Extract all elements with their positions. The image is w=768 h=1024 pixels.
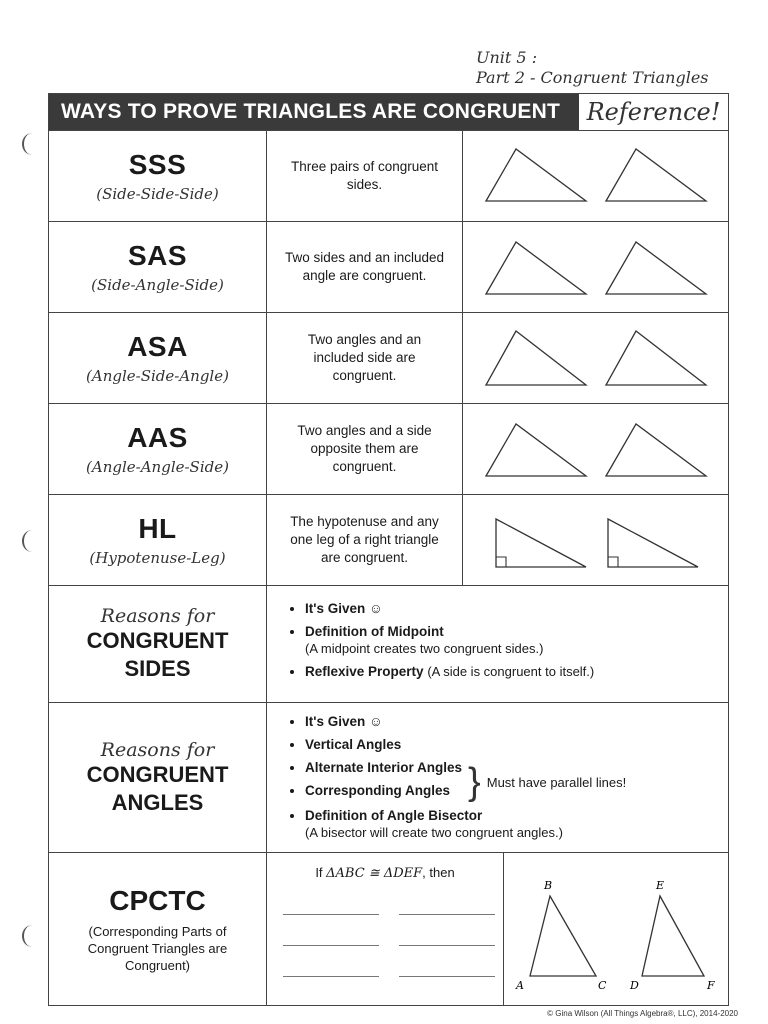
right-triangle-pair-diagram <box>463 495 728 585</box>
reference-table <box>48 131 729 1006</box>
list-item <box>305 623 706 657</box>
cpctc-triangles-svg <box>506 859 726 999</box>
method-abbr: SAS <box>127 240 188 271</box>
method-name-cell <box>49 404 267 494</box>
reasons-heading-line: ANGLES <box>111 789 204 815</box>
reasons-sides-row <box>49 586 728 703</box>
asa-triangles-svg <box>476 323 716 393</box>
method-full: (Hypotenuse-Leg) <box>89 549 226 567</box>
method-description: Two angles and an included side are congruent. <box>267 313 463 403</box>
answer-line[interactable] <box>399 913 495 915</box>
right-angle-marker <box>608 557 618 567</box>
method-row-asa <box>49 313 728 404</box>
reason-label: Corresponding Angles <box>305 783 451 798</box>
triangle-abc <box>530 896 596 976</box>
vertex-label-c: C <box>598 979 607 992</box>
sss-triangles-svg <box>476 141 716 211</box>
answer-blanks <box>283 913 495 1006</box>
reasons-sides-list <box>267 586 728 702</box>
method-abbr: ASA <box>127 331 188 362</box>
reason-detail: (A midpoint creates two congruent sides.) <box>305 641 544 656</box>
cpctc-abbr: CPCTC <box>109 884 206 916</box>
cpctc-diagram <box>504 853 728 1005</box>
aas-triangles-svg <box>476 414 716 484</box>
binder-hole <box>22 530 42 552</box>
reason-label: Definition of Angle Bisector <box>305 808 483 823</box>
cpctc-worksheet <box>267 853 504 1005</box>
statement-suffix: , then <box>422 865 455 880</box>
reason-detail: (A side is congruent to itself.) <box>427 664 595 679</box>
brace-icon: } <box>468 761 481 803</box>
answer-line[interactable] <box>399 944 495 946</box>
reason-label: Alternate Interior Angles <box>305 760 463 775</box>
right-triangle-shape <box>608 519 698 567</box>
method-row-hl <box>49 495 728 586</box>
answer-line[interactable] <box>283 944 379 946</box>
method-row-aas <box>49 404 728 495</box>
method-description: Two angles and a side opposite them are congruent. <box>267 404 463 494</box>
answer-line[interactable] <box>283 913 379 915</box>
answer-line-pair <box>283 913 495 915</box>
hl-triangles-svg <box>476 505 716 575</box>
triangle-pair-diagram <box>463 131 728 221</box>
method-description: The hypotenuse and any one leg of a right triangle are congruent. <box>267 495 463 585</box>
answer-line[interactable] <box>283 975 379 977</box>
vertex-label-f: F <box>707 979 715 992</box>
reasons-script-label: Reasons for <box>100 738 215 761</box>
method-full: (Angle-Angle-Side) <box>86 458 229 476</box>
parallel-note: Must have parallel lines! <box>486 774 627 790</box>
reasons-heading-line: SIDES <box>124 656 191 681</box>
triangle-pair-diagram <box>463 222 728 312</box>
method-abbr: AAS <box>127 422 188 453</box>
reason-detail: (A bisector will create two congruent angles.) <box>305 825 563 840</box>
reasons-angles-list <box>267 703 728 852</box>
vertex-label-e: E <box>656 879 665 892</box>
reference-label: Reference! <box>586 98 721 126</box>
cpctc-full: (Corresponding Parts of Congruent Triangles are Congruent) <box>87 923 228 973</box>
method-abbr: SSS <box>128 149 187 180</box>
reason-label: Vertical Angles <box>305 737 402 752</box>
reasons-angles-heading <box>49 703 267 852</box>
reasons-heading-line: CONGRUENT <box>86 628 229 653</box>
method-full: (Side-Angle-Side) <box>91 276 224 294</box>
triangle-shape <box>486 149 586 201</box>
method-row-sas <box>49 222 728 313</box>
cpctc-row <box>49 853 728 1005</box>
list-item <box>305 782 462 799</box>
reason-label: It's Given ☺ <box>305 714 383 729</box>
list-item <box>305 600 706 617</box>
method-abbr: HL <box>138 513 177 544</box>
title-banner <box>48 93 729 131</box>
statement-math: ΔABC ≅ ΔDEF <box>326 866 423 881</box>
binder-hole <box>22 925 42 947</box>
header-note-unit: Unit 5 : <box>476 48 538 67</box>
vertex-label-a: A <box>516 979 524 992</box>
triangle-pair-diagram <box>463 313 728 403</box>
reason-label: It's Given ☺ <box>305 601 383 616</box>
right-triangle-shape <box>496 519 586 567</box>
triangle-shape <box>486 331 586 385</box>
method-description: Two sides and an included angle are congruent. <box>267 222 463 312</box>
reasons-script-label: Reasons for <box>100 605 215 627</box>
reason-label: Reflexive Property <box>305 664 424 679</box>
reason-label: Definition of Midpoint <box>305 624 444 639</box>
statement-prefix: If <box>315 865 327 880</box>
binder-hole <box>22 133 42 155</box>
triangle-shape <box>606 424 706 476</box>
triangle-shape <box>606 242 706 294</box>
method-row-sss <box>49 131 728 222</box>
list-item <box>305 663 706 680</box>
answer-line-pair <box>283 944 495 946</box>
triangle-pair-diagram <box>463 404 728 494</box>
method-name-cell <box>49 222 267 312</box>
triangle-shape <box>486 242 586 294</box>
right-angle-marker <box>496 557 506 567</box>
reasons-sides-heading <box>49 586 267 702</box>
parallel-lines-group <box>289 759 706 805</box>
answer-line-pair <box>283 975 495 977</box>
list-item <box>305 736 706 753</box>
method-name-cell <box>49 495 267 585</box>
method-description: Three pairs of congruent sides. <box>267 131 463 221</box>
answer-line[interactable] <box>399 975 495 977</box>
list-item <box>305 807 706 841</box>
method-full: (Side-Side-Side) <box>96 185 219 203</box>
page-title: WAYS TO PROVE TRIANGLES ARE CONGRUENT <box>49 94 579 130</box>
method-name-cell <box>49 131 267 221</box>
triangle-shape <box>486 424 586 476</box>
reasons-heading-line: CONGRUENT <box>86 761 229 787</box>
copyright-notice: © Gina Wilson (All Things Algebra®, LLC), 2014-2020 <box>547 1009 738 1018</box>
cpctc-heading <box>49 853 267 1005</box>
list-item <box>305 713 706 730</box>
method-full: (Angle-Side-Angle) <box>86 367 229 385</box>
sas-triangles-svg <box>476 232 716 302</box>
vertex-label-d: D <box>630 979 639 992</box>
vertex-label-b: B <box>544 879 553 892</box>
triangle-shape <box>606 149 706 201</box>
method-name-cell <box>49 313 267 403</box>
cpctc-statement <box>279 865 491 881</box>
header-note-part: Part 2 - Congruent Triangles <box>476 68 709 87</box>
triangle-shape <box>606 331 706 385</box>
triangle-def <box>642 896 704 976</box>
reasons-angles-row <box>49 703 728 853</box>
list-item <box>305 759 462 776</box>
